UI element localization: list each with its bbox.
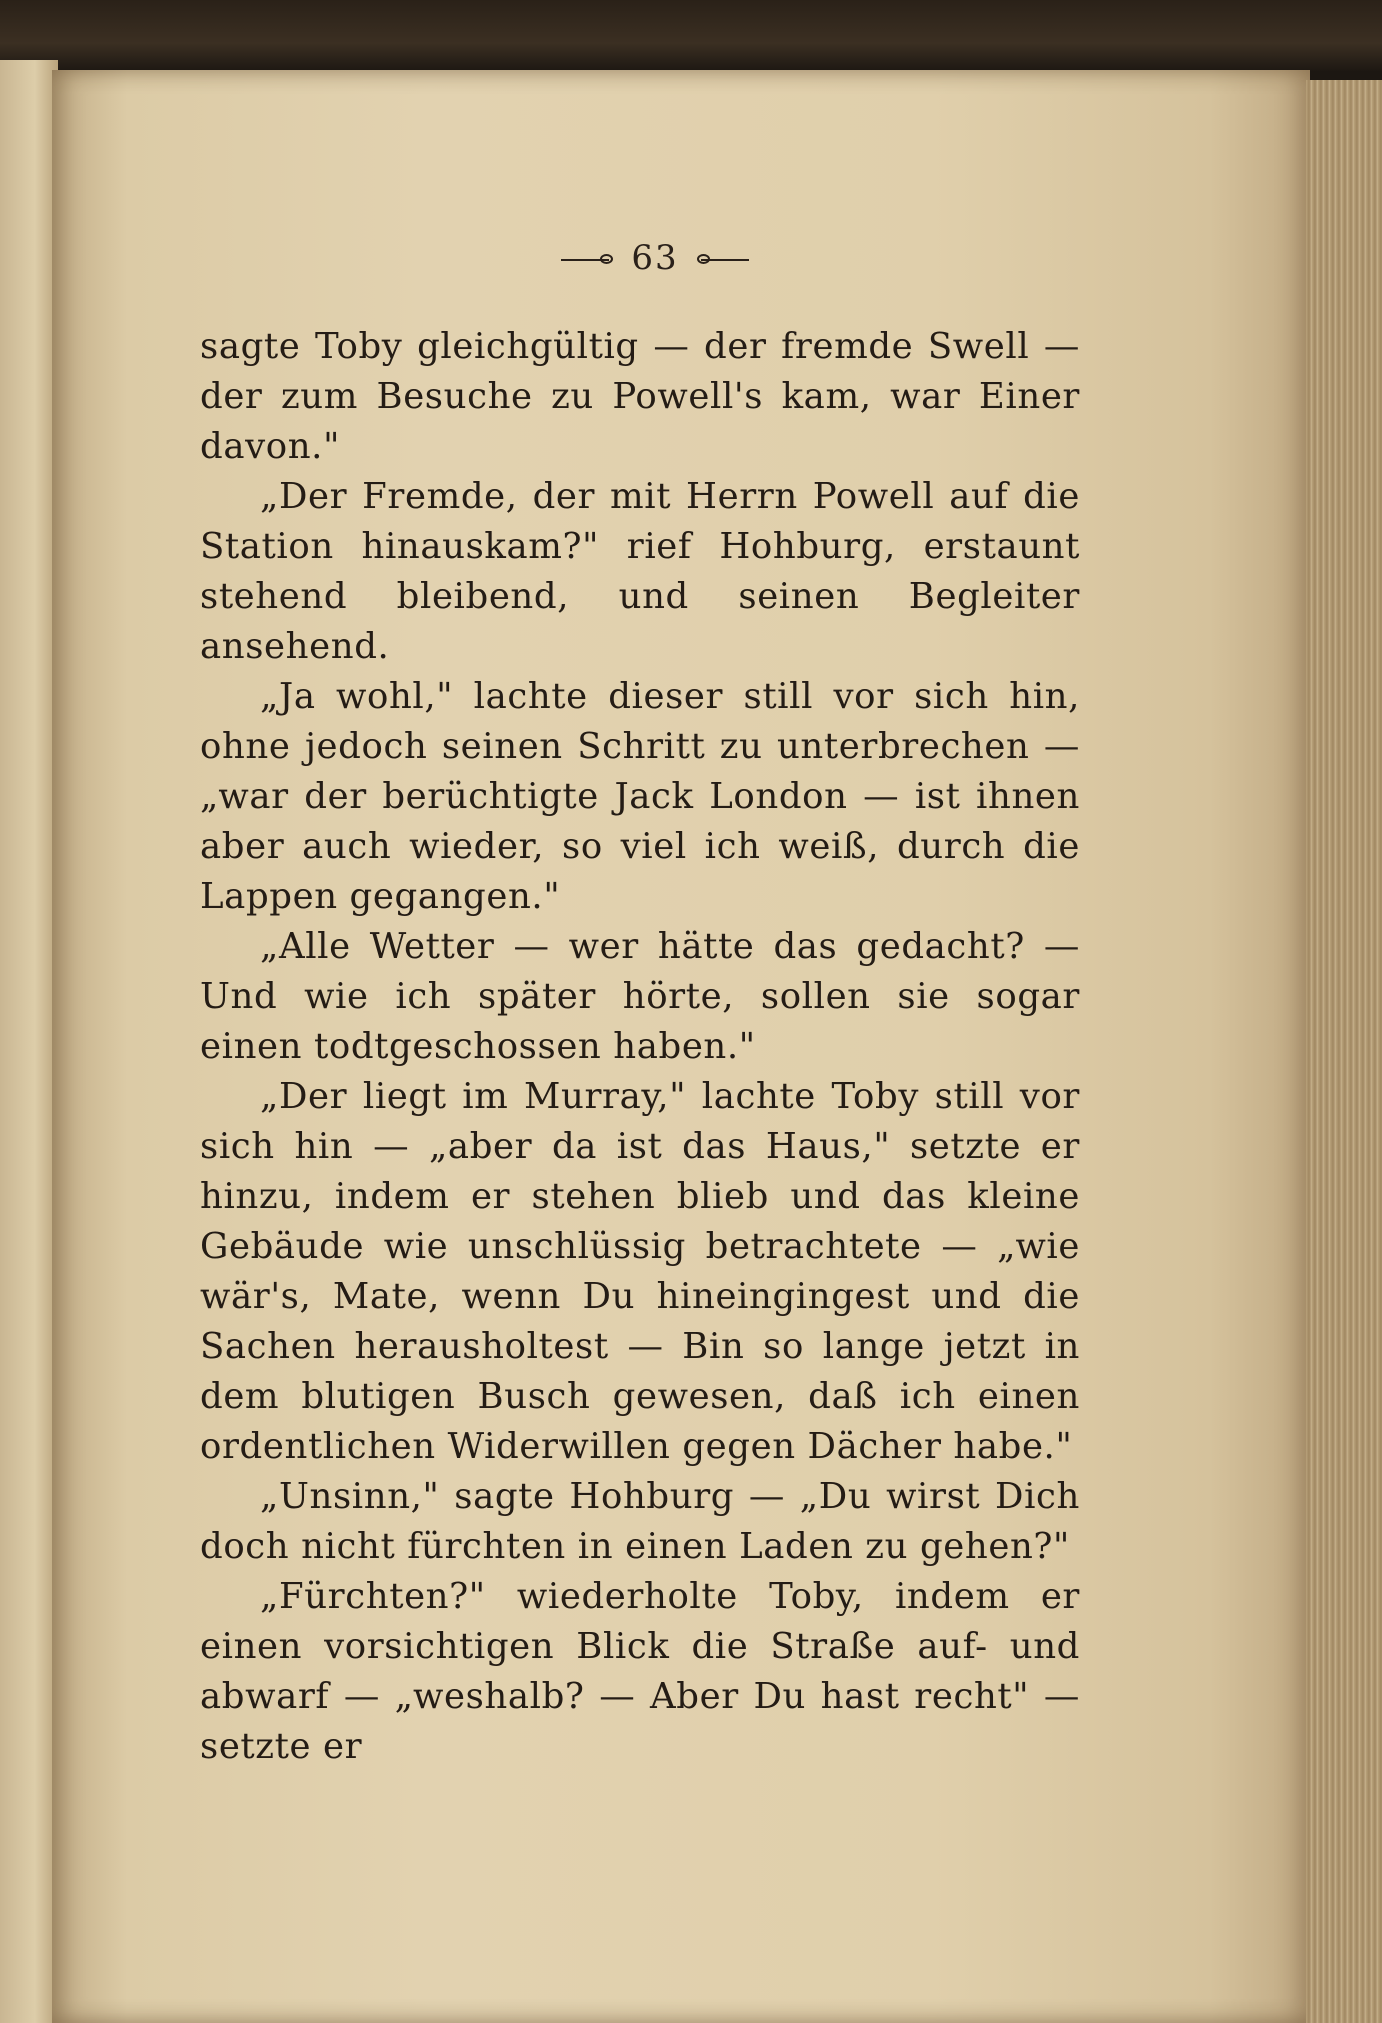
right-ornament-icon [701,259,749,261]
paragraph: „Der liegt im Murray," lachte Toby still vor sich hin — „aber da ist das Haus," setzte er hinzu, indem er stehen blieb und das kleine Gebäude wie unschlüssig betrachtete — „wie wär's, Mate, wenn Du hineingingest und die Sachen herausholtest — Bin so lange jetzt in dem blutigen Busch gewesen, daß ich einen ordentlichen Widerwillen gegen Dächer habe." [200,1076,1080,1467]
previous-page-edge [0,60,58,2023]
page-body-text [200,322,1080,1772]
paragraph: „Der Fremde, der mit Herrn Powell auf die Station hinauskam?" rief Hohburg, erstaunt stehend bleibend, und seinen Begleiter ansehend. [200,476,1080,667]
page-header [0,238,1310,278]
paragraph: „Unsinn," sagte Hohburg — „Du wirst Dich doch nicht fürchten in einen Laden zu gehen?" [200,1476,1080,1567]
paragraph: „Fürchten?" wiederholte Toby, indem er einen vorsichtigen Blick die Straße auf- und abwarf — „weshalb? — Aber Du hast recht" — setzte er [200,1576,1080,1767]
paragraph: „Ja wohl," lachte dieser still vor sich hin, ohne jedoch seinen Schritt zu unterbrechen — „war der berüchtigte Jack London — ist ihnen aber auch wieder, so viel ich weiß, durch die Lappen gegangen." [200,676,1080,917]
left-ornament-icon [561,259,609,261]
page-number: 63 [631,238,679,278]
paragraph: „Alle Wetter — wer hätte das gedacht? — Und wie ich später hörte, sollen sie sogar einen todtgeschossen haben." [200,926,1080,1067]
page-stack-edge [1306,80,1382,2023]
paragraph: sagte Toby gleichgültig — der fremde Swell — der zum Besuche zu Powell's kam, war Einer davon." [200,326,1080,467]
book-cover-top [0,0,1382,72]
